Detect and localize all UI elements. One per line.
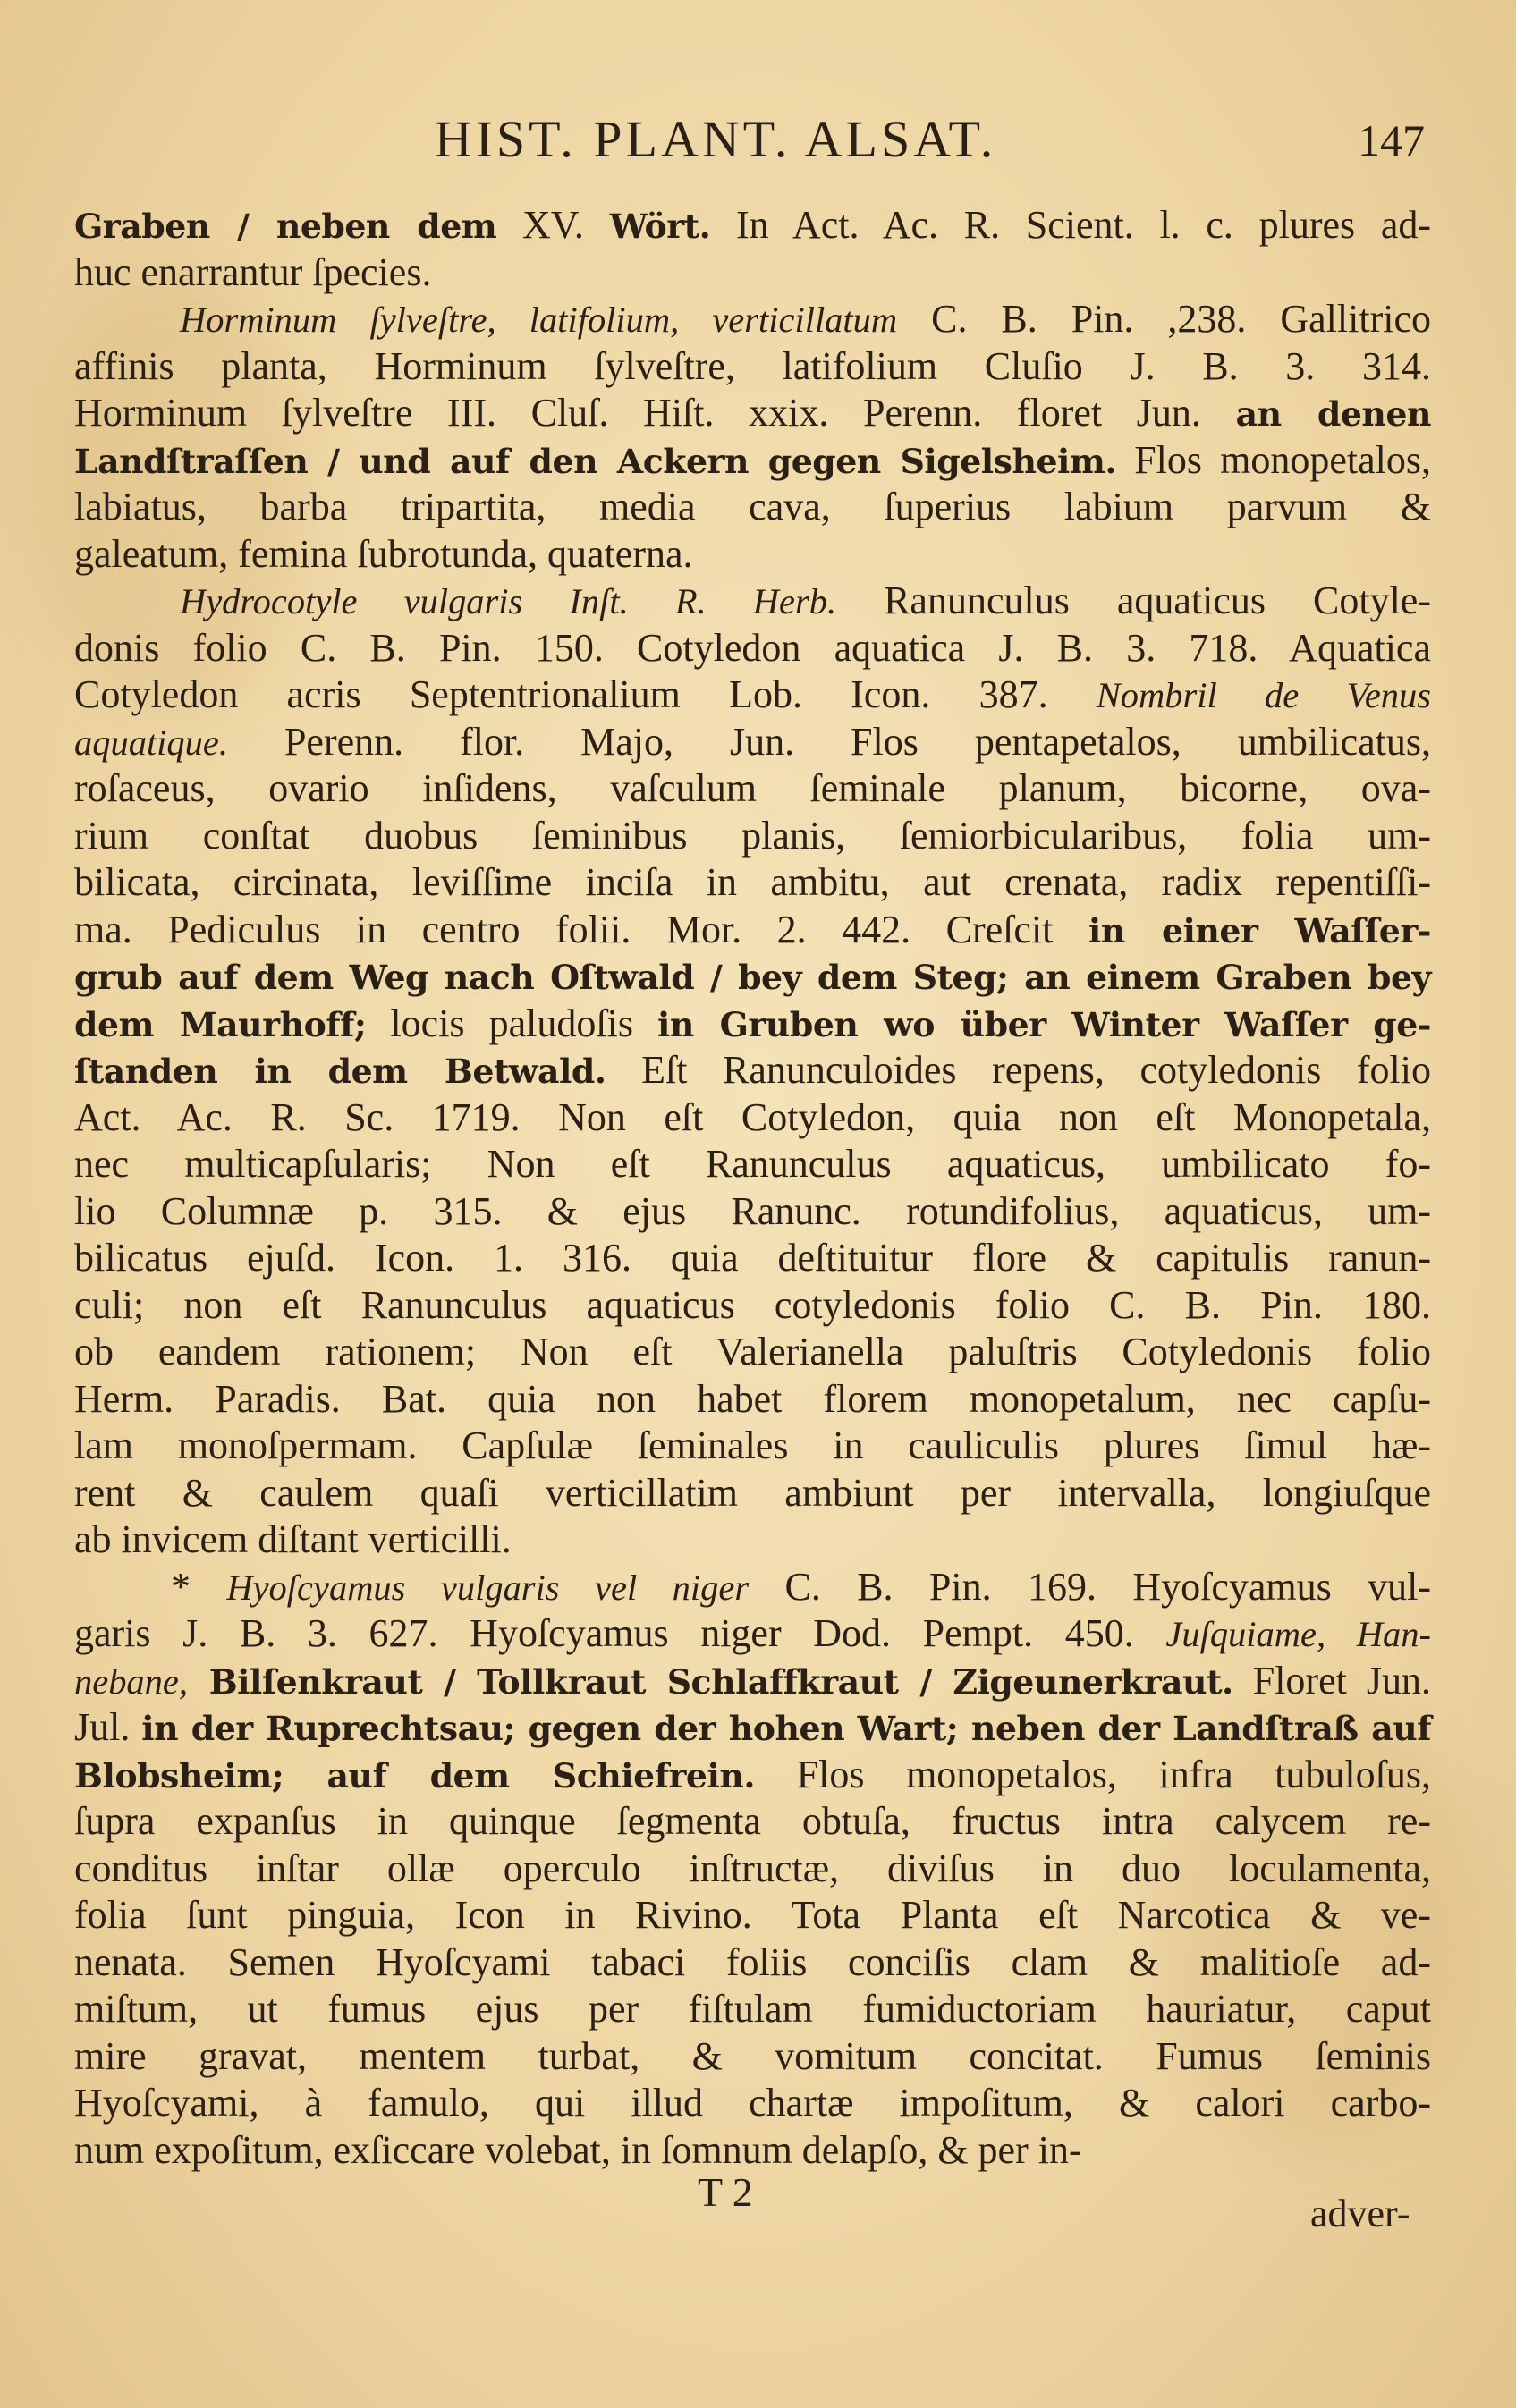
text-line-content — [74, 1704, 1431, 1753]
italic-text: Hydrocotyle vulgaris Inſt. R. Herb. — [180, 581, 837, 621]
text-line — [74, 813, 1431, 860]
text-line — [74, 1752, 1431, 1799]
text-line — [74, 2080, 1431, 2127]
fraktur-text: Graben / neben dem — [74, 206, 497, 246]
text-line-content — [74, 813, 1431, 860]
roman-text: Act. Ac. R. Sc. 1719. Non eſt Cotyledon, quia non eſt Monopetala, — [74, 1094, 1431, 1139]
roman-text: Hyoſcyami, à famulo, qui illud chartæ impoſitum, & calori carbo- — [74, 2081, 1431, 2125]
text-line-content — [74, 1235, 1431, 1282]
text-line-content — [74, 1798, 1431, 1846]
text-line — [74, 1986, 1431, 2033]
text-line-content — [74, 1517, 512, 1564]
text-line-content — [74, 1986, 1431, 2033]
text-line-content — [74, 1282, 1431, 1330]
text-line-content — [74, 202, 1431, 250]
text-line — [74, 719, 1431, 766]
text-line-content — [74, 1892, 1431, 1939]
roman-text: rium conſtat duobus ſeminibus planis, ſemiorbicularibus, folia um- — [74, 813, 1431, 858]
text-line — [74, 1423, 1431, 1470]
fraktur-text: Bilſenkraut / Tollkraut Schlaffkraut / Zigeunerkraut. — [187, 1660, 1233, 1702]
text-line — [74, 1658, 1431, 1705]
roman-text: mire gravat, mentem turbat, & vomitum concitat. Fumus ſeminis — [74, 2033, 1431, 2078]
italic-text: nebane, — [74, 1660, 188, 1702]
text-line-content — [74, 859, 1431, 907]
text-line — [74, 2127, 1431, 2175]
text-line — [74, 578, 1431, 625]
roman-text: nenata. Semen Hyoſcyami tabaci foliis conciſis clam & malitioſe ad- — [74, 1939, 1431, 1984]
text-line — [74, 953, 1431, 1001]
text-line — [74, 1610, 1431, 1658]
text-line-content — [180, 578, 1431, 626]
text-line-content — [74, 343, 1431, 391]
roman-text: lam monoſpermam. Capſulæ ſeminales in cauliculis plures ſimul hæ- — [74, 1424, 1431, 1467]
text-line — [74, 343, 1431, 391]
text-line — [74, 1376, 1431, 1424]
text-line — [74, 296, 1431, 343]
signature-mark: T 2 — [698, 2169, 753, 2215]
running-header: HIST. PLANT. ALSAT. — [434, 110, 997, 168]
roman-text: Perenn. flor. Majo, Jun. Flos pentapetalos, umbilicatus, — [227, 719, 1431, 764]
fraktur-text: Blobsheim; auf dem Schiefrein. — [74, 1754, 756, 1795]
roman-text: ab invicem diſtant verticilli. — [74, 1517, 512, 1561]
roman-text: Eſt Ranunculoides repens, cotyledonis folio — [606, 1048, 1432, 1092]
roman-text: miſtum, ut fumus ejus per fiſtulam fumiductoriam hauriatur, caput — [74, 1987, 1431, 2031]
roman-text: conditus inſtar ollæ operculo inſtructæ, diviſus in duo loculamenta, — [74, 1846, 1431, 1890]
text-line — [74, 1141, 1431, 1188]
text-line — [74, 1235, 1431, 1282]
roman-text: roſaceus, ovario inſidens, vaſculum ſeminale planum, bicorne, ova- — [74, 766, 1431, 810]
italic-text: Horminum ſylveſtre, latifolium, verticillatum — [180, 300, 898, 340]
text-line-content — [74, 1752, 1431, 1800]
text-line — [74, 1001, 1431, 1048]
roman-text: C. B. Pin. 169. Hyoſcyamus vul- — [749, 1564, 1431, 1609]
text-line-content — [74, 531, 693, 579]
catchword: adver- — [1310, 2192, 1410, 2235]
text-line-content — [74, 1188, 1431, 1236]
text-line — [74, 1892, 1431, 1939]
text-line — [74, 390, 1431, 437]
text-line — [74, 249, 1431, 297]
fraktur-text: an denen — [1235, 393, 1431, 434]
text-line-content — [74, 1939, 1431, 1987]
roman-text: num expoſitum, exſiccare volebat, in ſomnum delapſo, & per in- — [74, 2127, 1082, 2172]
fraktur-text: Wört. — [609, 206, 711, 246]
roman-text: lio Columnæ p. 315. & ejus Ranunc. rotundifolius, aquaticus, um- — [74, 1188, 1431, 1233]
roman-text: ſupra expanſus in quinque ſegmenta obtuſa, fructus intra calycem re- — [74, 1799, 1431, 1843]
text-line-content — [74, 1047, 1431, 1095]
roman-text: Horminum ſylveſtre III. Cluſ. Hiſt. xxix. Perenn. floret Jun. — [74, 391, 1236, 435]
text-line — [74, 437, 1431, 485]
text-line — [74, 202, 1431, 249]
text-line-content — [74, 1470, 1431, 1517]
italic-text: Nombril de Venus — [1096, 675, 1431, 715]
text-line — [74, 1939, 1431, 1987]
roman-text: Ranunculus aquaticus Cotyle- — [836, 579, 1431, 622]
roman-text: donis folio C. B. Pin. 150. Cotyledon aquatica J. B. 3. 718. Aquatica — [74, 625, 1431, 670]
text-line-content — [74, 1001, 1431, 1049]
text-line — [74, 1282, 1431, 1330]
roman-text: * — [171, 1564, 227, 1609]
roman-text: bilicatus ejuſd. Icon. 1. 316. quia deſtituitur flore & capitulis ranun- — [74, 1236, 1431, 1280]
text-line — [74, 1564, 1431, 1611]
text-line — [74, 1329, 1431, 1376]
text-line — [74, 1188, 1431, 1236]
text-line-content — [74, 437, 1431, 486]
text-line-content — [74, 2127, 1082, 2175]
text-line — [74, 859, 1431, 907]
roman-text: Floret Jun. — [1232, 1658, 1431, 1702]
fraktur-text: ſtanden in dem Betwald. — [74, 1051, 606, 1091]
roman-text: culi; non eſt Ranunculus aquaticus cotyledonis folio C. B. Pin. 180. — [74, 1282, 1431, 1327]
roman-text: Cotyledon acris Septentrionalium Lob. Icon. 387. — [74, 672, 1097, 716]
italic-text: Juſquiame, Han- — [1165, 1614, 1431, 1654]
text-line-content — [74, 1094, 1431, 1142]
roman-text: garis J. B. 3. 627. Hyoſcyamus niger Dod. Pempt. 450. — [74, 1611, 1166, 1655]
text-line-content — [74, 1846, 1431, 1893]
text-line — [74, 1470, 1431, 1517]
text-line-content — [74, 625, 1431, 672]
text-line-content — [74, 719, 1431, 767]
text-line-content — [74, 1423, 1431, 1470]
italic-text: Hyoſcyamus vulgaris vel niger — [226, 1567, 750, 1608]
text-line-content — [74, 953, 1431, 1001]
roman-text: Flos monopetalos, infra tubuloſus, — [755, 1752, 1431, 1796]
text-line-content — [74, 2033, 1431, 2081]
roman-text: huc enarrantur ſpecies. — [74, 249, 432, 294]
fraktur-text: in der Ruprechtsau; gegen der hohen Wart; neben der Landſtraß auf — [141, 1708, 1431, 1748]
roman-text: affinis planta, Horminum ſylveſtre, latifolium Cluſio J. B. 3. 314. — [74, 343, 1431, 388]
text-line — [74, 1846, 1431, 1893]
fraktur-text: dem Maurhoff; — [74, 1003, 367, 1044]
text-line — [74, 1094, 1431, 1142]
text-line — [74, 1704, 1431, 1752]
text-line — [74, 907, 1431, 954]
text-line-content — [74, 390, 1431, 438]
roman-text: bilicata, circinata, leviſſime inciſa in ambitu, aut crenata, radix repentiſſi- — [74, 860, 1431, 904]
italic-text: aquatique. — [74, 722, 228, 763]
roman-text: locis paludoſis — [366, 1001, 658, 1045]
text-line-content — [74, 672, 1431, 720]
text-line-content — [74, 1658, 1431, 1706]
fraktur-text: Landſtraſſen / und auf den Ackern gegen Sigelsheim. — [74, 440, 1117, 481]
text-line — [74, 1517, 1431, 1564]
text-line-content — [74, 765, 1431, 813]
roman-text: XV. — [496, 203, 610, 247]
fraktur-text: in Gruben wo über Winter Waſſer ge- — [657, 1003, 1431, 1044]
text-line — [74, 625, 1431, 672]
text-line — [74, 765, 1431, 813]
text-line-content — [74, 484, 1431, 531]
roman-text: rent & caulem quaſi verticillatim ambiunt per intervalla, longiuſque — [74, 1470, 1431, 1515]
roman-text: C. B. Pin. ,238. Gallitrico — [897, 297, 1431, 341]
roman-text: nec multicapſularis; Non eſt Ranunculus aquaticus, umbilicato fo- — [74, 1142, 1431, 1186]
text-line-content — [74, 2080, 1431, 2127]
text-line-content — [74, 1329, 1431, 1376]
roman-text: ob eandem rationem; Non eſt Valerianella paluſtris Cotyledonis folio — [74, 1330, 1431, 1373]
roman-text: labiatus, barba tripartita, media cava, ſuperius labium parvum & — [74, 485, 1431, 528]
roman-text: galeatum, femina ſubrotunda, quaterna. — [74, 531, 693, 576]
roman-text: In Act. Ac. R. Scient. l. c. plures ad- — [710, 203, 1432, 247]
text-line-content — [171, 1564, 1431, 1612]
text-line-content — [74, 1376, 1431, 1424]
text-line-content — [180, 296, 1431, 344]
text-line-content — [74, 907, 1431, 955]
body-text — [74, 202, 1431, 2174]
text-line — [74, 672, 1431, 719]
text-line — [74, 484, 1431, 531]
text-line-content — [74, 1610, 1431, 1659]
text-line — [74, 1047, 1431, 1094]
roman-text: Jul. — [74, 1705, 142, 1749]
text-line-content — [74, 249, 431, 297]
roman-text: Flos monopetalos, — [1116, 437, 1431, 482]
roman-text: folia ſunt pinguia, Icon in Rivino. Tota Planta eſt Narcotica & ve- — [74, 1893, 1431, 1937]
roman-text: Herm. Paradis. Bat. quia non habet florem monopetalum, nec capſu- — [74, 1376, 1431, 1421]
page-number: 147 — [1358, 115, 1425, 165]
text-line-content — [74, 1141, 1431, 1188]
text-line — [74, 1798, 1431, 1846]
text-line — [74, 531, 1431, 579]
text-line — [74, 2033, 1431, 2081]
fraktur-text: in einer Waſſer- — [1088, 909, 1431, 951]
roman-text: ma. Pediculus in centro folii. Mor. 2. 442. Creſcit — [74, 907, 1088, 951]
fraktur-text: grub auf dem Weg nach Oſtwald / bey dem Steg; an einem Graben bey — [74, 957, 1431, 997]
